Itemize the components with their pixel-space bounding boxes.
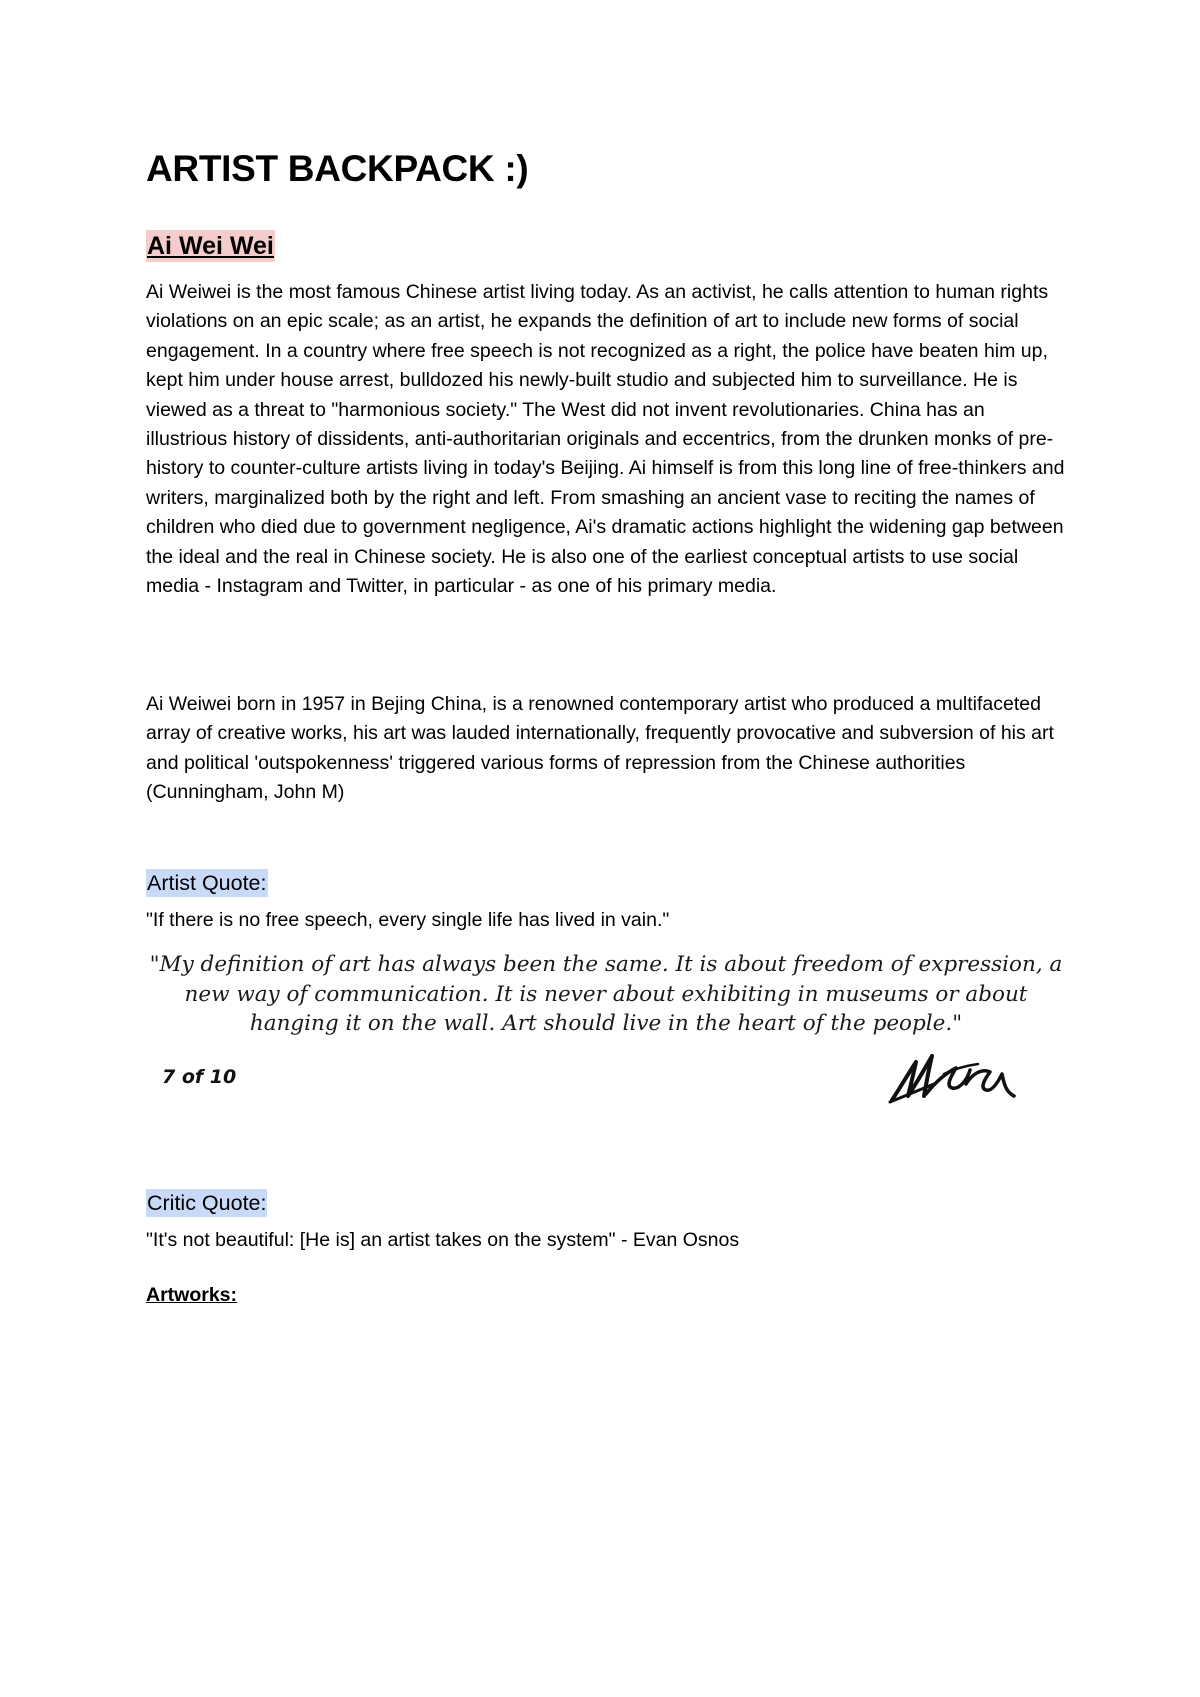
artist-quote-label: Artist Quote:	[147, 871, 267, 895]
document-title: ARTIST BACKPACK :)	[146, 148, 529, 189]
critic-quote-text: "It's not beautiful: [He is] an artist takes on the system" - Evan Osnos	[146, 1229, 740, 1251]
quote-card-text: "My definition of art has always been the same. It is about freedom of expression, a new way of communication. It is never about exhibiting in museums or about hanging it on the wall. Art should live in the heart of the people."	[149, 952, 1063, 1036]
bio-paragraph-1: Ai Weiwei is the most famous Chinese artist living today. As an activist, he calls attention to human rights violations on an epic scale; as an artist, he expands the definition of art to include new forms of social engagement. In a country where free speech is not recognized as a right, the police have beaten him up, kept him under house arrest, bulldozed his newly-built studio and subjected him to surveillance. He is viewed as a threat to "harmonious society." The West did not invent revolutionaries. China has an illustrious history of dissidents, anti-authoritarian originals and eccentrics, from the drunken monks of pre-history to counter-culture artists living in today's Beijing. Ai himself is from this long line of free-thinkers and writers, marginalized both by the right and left. From smashing an ancient vase to reciting the names of children who died due to government negligence, Ai's dramatic actions highlight the widening gap between the ideal and the real in Chinese society. He is also one of the earliest conceptual artists to use social media - Instagram and Twitter, in particular - as one of his primary media.	[146, 281, 1065, 598]
artist-name-heading: Ai Wei Wei	[147, 232, 274, 260]
signature-icon	[886, 1044, 1026, 1108]
artist-quote-text: "If there is no free speech, every single life has lived in vain."	[146, 909, 670, 931]
quote-card-page-indicator: 7 of 10	[162, 1066, 237, 1088]
quote-card-image	[146, 942, 1066, 1110]
critic-quote-label: Critic Quote:	[147, 1191, 267, 1215]
bio-paragraph-2: Ai Weiwei born in 1957 in Bejing China, is a renowned contemporary artist who produced a multifaceted array of creative works, his art was lauded internationally, frequently provocative and subversion of his art and political 'outspokenness' triggered various forms of repression from the Chinese authorities (Cunningham, John M)	[146, 693, 1054, 804]
artworks-heading: Artworks:	[146, 1284, 238, 1306]
